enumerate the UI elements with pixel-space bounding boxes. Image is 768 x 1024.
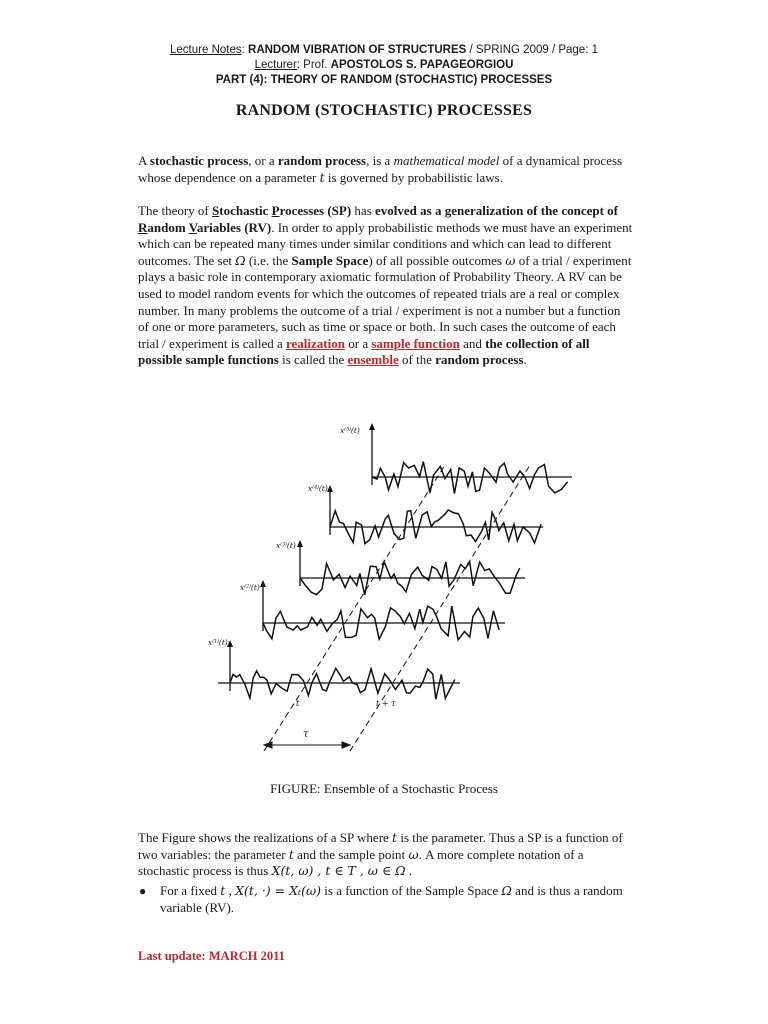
sample-function-label-5: x⁽⁵⁾(t) <box>340 426 360 435</box>
text: . <box>405 863 413 879</box>
paragraph-theory <box>138 203 633 369</box>
text: . A more complete notation of a stochastic process is thus <box>138 846 584 879</box>
text: The Figure shows the realizations of a SP where <box>138 830 393 845</box>
tau-arrow-right <box>342 742 350 748</box>
letter-S: S <box>212 203 220 218</box>
math-t: t <box>220 883 226 898</box>
emphasis-generalization: evolved as a generalization of the concept of <box>375 203 618 218</box>
text: . In order to apply probabilistic methods we must have an experiment which can be repeated many times under similar conditions and which can lead to different outcomes. The set <box>138 219 633 268</box>
header-course-title: RANDOM VIBRATION OF STRUCTURES <box>248 44 467 56</box>
math-t: t <box>319 169 325 185</box>
term-sample-function: sample function <box>371 335 460 351</box>
bullet-dot-icon: ● <box>139 884 147 898</box>
text: and the sample point <box>293 846 409 862</box>
header-line-1 <box>0 43 768 58</box>
bullet-item <box>139 883 630 916</box>
sample-function-label-2: x⁽²⁾(t) <box>240 583 260 592</box>
math-omega-cap: Ω <box>235 252 246 268</box>
text: tochastic <box>219 203 272 218</box>
text: (i.e. the <box>245 252 292 268</box>
header-lecturer-label: Lecturer <box>254 59 297 71</box>
letter-R: R <box>138 219 148 235</box>
term-ensemble: ensemble <box>347 352 399 368</box>
math-t: t <box>288 846 294 862</box>
text: is a function of the Sample Space <box>321 883 502 898</box>
math-t: t <box>392 830 398 845</box>
t-tau-label: t + τ <box>376 699 396 708</box>
text: of a trial / experiment plays a basic role in contemporary axiomatic formulation of Probability Theory. A RV can be used to model random events for which the outcomes of repeated trials are a real or complex number. In many problems the outcome of a trial / experiment is not a number but a function of one or more parameters, such as time or space or both. In such cases the outcome of each trial / experiment is called a <box>138 252 632 351</box>
text: and is thus a random variable (RV). <box>160 883 623 915</box>
text: has <box>351 203 376 218</box>
term-sample-space: Sample Space <box>291 252 369 268</box>
tau-arrow-left <box>264 742 272 748</box>
dashed-guides <box>264 465 530 751</box>
header-colon: : <box>241 44 249 56</box>
guide-line-t-tau <box>350 465 530 751</box>
letter-P: P <box>271 203 280 218</box>
text: ariables (RV) <box>196 219 272 235</box>
term-mathematical-model: mathematical model <box>393 153 500 168</box>
ensemble-figure <box>200 415 580 760</box>
text: or a <box>344 335 372 351</box>
term-random-process: random process <box>277 153 367 168</box>
axis-arrow-icon <box>260 580 266 587</box>
header-prof: : Prof. <box>296 59 331 71</box>
paragraph-definition <box>138 153 633 186</box>
axis-arrow-icon <box>327 485 333 492</box>
t-label: t <box>296 699 300 708</box>
text: , <box>225 883 236 898</box>
axis-arrow-icon <box>369 423 375 430</box>
text: , or a <box>248 153 278 168</box>
text: The theory of <box>138 203 213 218</box>
letter-V: V <box>188 219 197 235</box>
header-lecture-notes-label: Lecture Notes <box>170 44 242 56</box>
tau-label: τ <box>303 729 309 740</box>
math-omega-cap: Ω <box>501 883 512 898</box>
sample-function-label-4: x⁽⁴⁾(t) <box>308 484 328 493</box>
term-random-process: random process <box>435 352 524 368</box>
last-update-footer: Last update: MARCH 2011 <box>138 949 285 963</box>
text: is the parameter. Thus a SP is a function of two variables: the parameter <box>138 830 623 862</box>
text: of the <box>398 352 436 368</box>
figure-caption: FIGURE: Ensemble of a Stochastic Process <box>270 781 498 796</box>
text: is governed by probabilistic laws. <box>324 169 503 185</box>
text: A <box>138 153 150 168</box>
paragraph-figure-explanation <box>138 830 633 880</box>
guide-line-t <box>264 465 445 751</box>
term-stochastic-process: stochastic process <box>149 153 249 168</box>
axis-arrow-icon <box>227 640 233 647</box>
text: For a fixed <box>160 883 221 898</box>
tau-dimension <box>264 742 350 748</box>
text: is called the <box>278 352 348 368</box>
term-realization: realization <box>286 335 345 351</box>
text: rocesses (SP) <box>279 203 352 218</box>
math-expression-x-fixed-t: X(t, ·) = Xₜ(ω) <box>235 883 322 898</box>
emphasis-collection: the collection of all possible sample functions <box>138 335 590 368</box>
sample-function-label-1: x⁽¹⁾(t) <box>208 638 228 647</box>
header-lecturer-name: APOSTOLOS S. PAPAGEORGIOU <box>330 59 514 71</box>
header-term-page: / SPRING 2009 / Page: 1 <box>466 44 598 56</box>
header-line-2 <box>0 58 768 73</box>
axis-arrow-icon <box>297 540 303 547</box>
text: . <box>523 352 527 368</box>
text: ) of all possible outcomes <box>368 252 506 268</box>
text: andom <box>147 219 189 235</box>
text: and <box>459 335 486 351</box>
page-title: RANDOM (STOCHASTIC) PROCESSES <box>235 102 533 119</box>
sample-function-label-3: x⁽³⁾(t) <box>276 541 296 550</box>
sample-function-trace-1 <box>230 668 455 699</box>
header-part-title: PART (4): THEORY OF RANDOM (STOCHASTIC) PROCESSES <box>215 74 553 86</box>
text: of a dynamical process whose dependence on a parameter <box>138 153 623 185</box>
sample-functions <box>230 462 568 700</box>
math-omega: ω <box>408 846 419 862</box>
text: , is a <box>366 153 394 168</box>
axes-group <box>208 423 572 691</box>
math-expression-x-t-omega: X(t, ω) , t ∈ T , ω ∈ Ω <box>271 863 406 879</box>
math-omega: ω <box>505 252 516 268</box>
header-line-3 <box>0 73 768 88</box>
